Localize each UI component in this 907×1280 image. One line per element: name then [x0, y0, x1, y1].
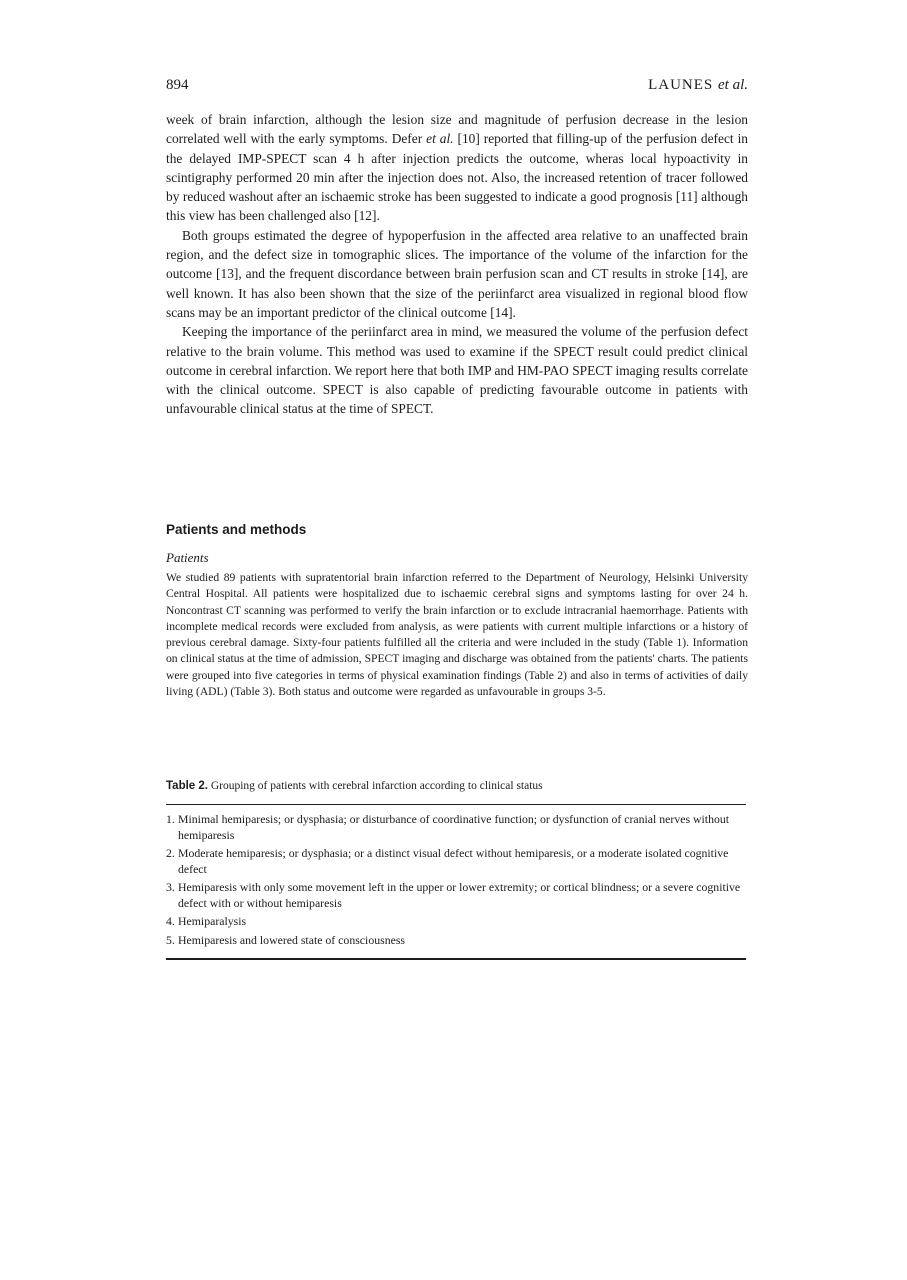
table-row-text: Hemiparesis with only some movement left in the upper or lower extremity; or cortical blindness; or a severe cognitive defect with or without hemiparesis	[178, 880, 741, 910]
table-row-number: 2.	[166, 846, 175, 860]
running-head	[648, 77, 748, 94]
table-caption	[166, 780, 748, 792]
table-row	[166, 880, 748, 911]
table-caption-text: Grouping of patients with cerebral infarction according to clinical status	[210, 780, 543, 792]
running-head-authors: LAUNES	[648, 77, 714, 93]
table-top-rule	[166, 804, 746, 805]
paragraph-3: Keeping the importance of the periinfarct area in mind, we measured the volume of the perfusion defect relative to the brain volume. This method was used to examine if the SPECT result could predict clinical outcome in cerebral infarction. We report here that both IMP and HM-PAO SPECT imaging results correlate with the clinical outcome. SPECT is also capable of predicting favourable outcome in patients with unfavourable clinical status at the time of SPECT.	[166, 324, 748, 417]
table-row-text: Minimal hemiparesis; or dysphasia; or disturbance of coordinative function; or dysfunction of cranial nerves without hemiparesis	[178, 812, 730, 842]
table-row-text: Hemiparalysis	[178, 914, 247, 928]
body-text	[166, 110, 748, 419]
table-row-number: 3.	[166, 880, 175, 894]
table-row	[166, 914, 748, 930]
paragraph-1	[166, 110, 748, 226]
table-row-number: 1.	[166, 812, 175, 826]
section-heading: Patients and methods	[166, 522, 307, 537]
table-row	[166, 933, 748, 949]
table-row-text: Moderate hemiparesis; or dysphasia; or a distinct visual defect without hemiparesis, or a moderate isolated cognitive defect	[178, 846, 729, 876]
sub-heading: Patients	[166, 550, 209, 565]
table-body	[166, 812, 748, 951]
running-head-etal: et al.	[718, 77, 748, 93]
table-row-number: 5.	[166, 932, 175, 947]
page-header	[166, 77, 748, 99]
table-row-number: 4.	[166, 914, 175, 928]
paragraph-1-part-a: week of brain infarction, although the lesion size and magnitude of perfusion decrease in the lesion correlated well with the early symptoms. Defer	[166, 112, 748, 147]
table-row-text: Hemiparesis and lowered state of consciousness	[178, 932, 406, 947]
table-row	[166, 812, 748, 843]
patients-paragraph: We studied 89 patients with supratentorial brain infarction referred to the Department of Neurology, Helsinki University Central Hospital. All patients were hospitalized due to ischaemic cerebral signs and symptoms lasting for over 24 h. Noncontrast CT scanning was performed to verify the brain infarction or to exclude intracranial haemorrhage. Patients with incomplete medical records were excluded from analysis, as were patients with current multiple infarctions or a history of previous cerebral damage. Sixty-four patients fulfilled all the criteria and were included in the study (Table 1). Information on clinical status at the time of admission, SPECT imaging and discharge was obtained from the patients' charts. The patients were grouped into five categories in terms of physical examination findings (Table 2) and also in terms of activities of daily living (ADL) (Table 3). Both status and outcome were regarded as unfavourable in groups 3-5.	[166, 571, 748, 699]
paragraph-1-part-b: [10] reported that filling-up of the perfusion defect in the delayed IMP-SPECT scan 4 h after injection predicts the outcome, wheras local hypoactivity in scintigraphy performed 20 min after the injection does not. Also, the increased retention of tracer followed by reduced washout after an ischaemic stroke has been suggested to indicate a good prognosis [11] although this view has been challenged also [12].	[166, 131, 748, 224]
paragraph-2: Both groups estimated the degree of hypoperfusion in the affected area relative to an unaffected brain region, and the defect size in tomographic slices. The importance of the volume of the infarction for the outcome [13], and the frequent discordance between brain perfusion scan and CT results in stroke [14], are well known. It has also been shown that the size of the periinfarct area visualized in regional blood flow scans may be an important predictor of the clinical outcome [14].	[166, 227, 748, 320]
table-bottom-rule	[166, 958, 746, 960]
table-row	[166, 846, 748, 877]
paragraph-1-etal: et al.	[426, 131, 454, 147]
table-label: Table 2.	[166, 780, 208, 792]
page-number: 894	[166, 77, 189, 93]
